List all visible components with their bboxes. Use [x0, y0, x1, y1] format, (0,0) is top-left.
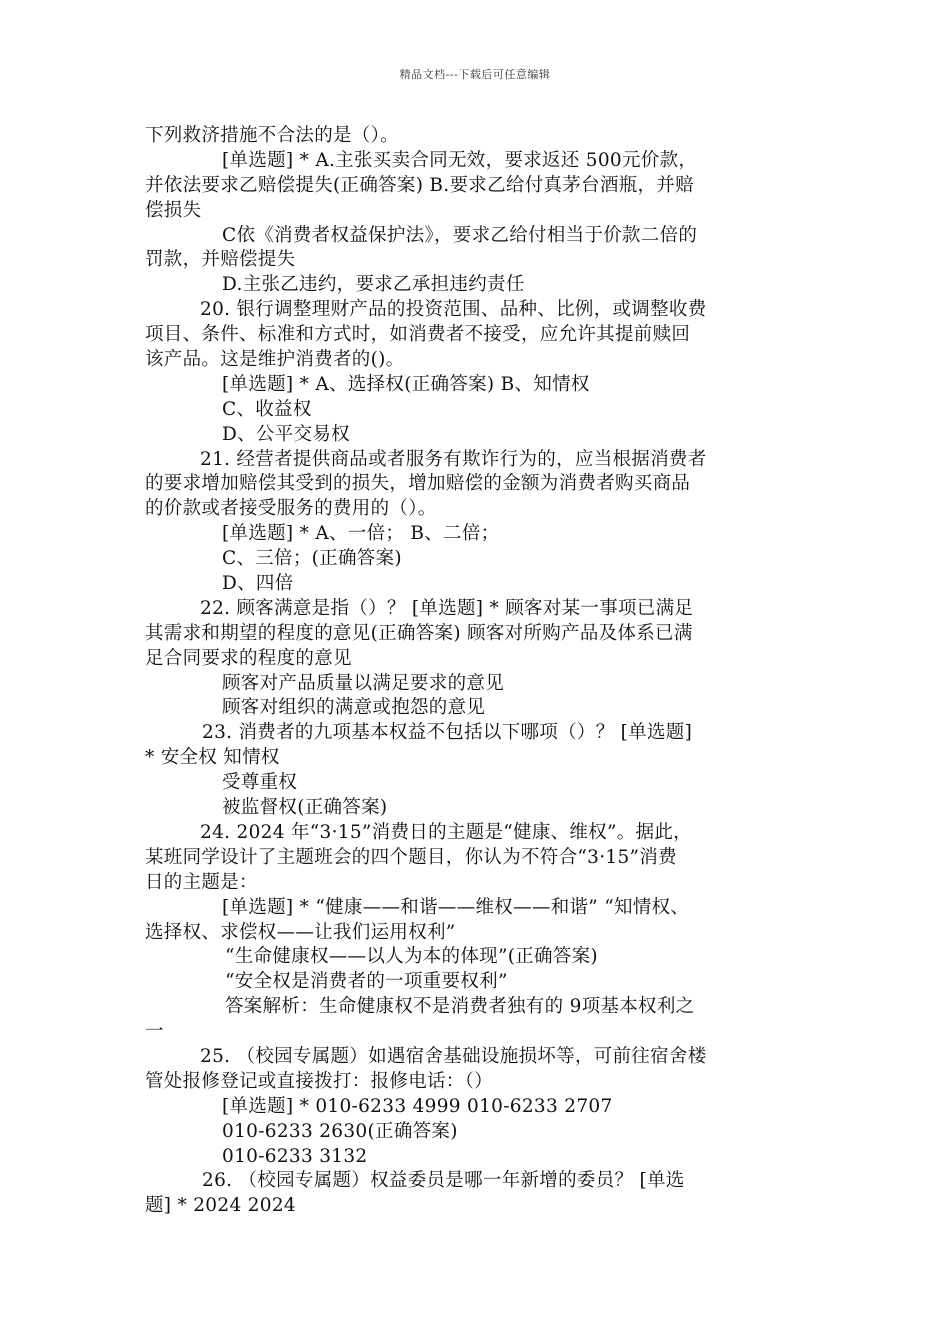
text-line: D、公平交易权	[222, 423, 350, 445]
text-line: C依《消费者权益保护法》，要求乙给付相当于价款二倍的	[222, 224, 698, 246]
text-line: 项目、条件、标准和方式时，如消费者不接受，应允许其提前赎回	[145, 324, 691, 346]
text-line: 罚款，并赔偿提失	[145, 249, 296, 271]
document-body	[145, 124, 813, 1219]
text-line: 顾客对组织的满意或抱怨的意见	[222, 697, 486, 719]
text-line: 某班同学设计了主题班会的四个题目，你认为不符合“3·15”消费	[145, 846, 677, 868]
text-line: “生命健康权——以人为本的体现”(正确答案)	[225, 946, 598, 968]
text-line: 其需求和期望的程度的意见(正确答案) 顾客对所购产品及体系已满	[145, 622, 693, 644]
text-line: 日的主题是：	[145, 871, 258, 893]
text-line: 被监督权(正确答案)	[222, 797, 388, 819]
page-header: 精品文档---下载后可任意编辑	[399, 68, 551, 81]
text-line: 010-6233 2630(正确答案)	[222, 1120, 458, 1142]
text-line: 20. 银行调整理财产品的投资范围、品种、比例，或调整收费	[200, 299, 707, 321]
text-line: [单选题] * “健康——和谐——维权——和谐” “知情权、	[222, 896, 690, 918]
text-line: 顾客对产品质量以满足要求的意见	[222, 672, 505, 694]
text-line: 足合同要求的程度的意见	[145, 647, 352, 669]
text-line: 答案解析：生命健康权不是消费者独有的 9项基本权利之	[225, 996, 695, 1018]
text-line: 010-6233 3132	[222, 1145, 368, 1167]
text-line: 21. 经营者提供商品或者服务有欺诈行为的，应当根据消费者	[200, 448, 707, 470]
text-line: [单选题] * A.主张买卖合同无效，要求返还 500元价款，	[222, 149, 698, 171]
text-line: 选择权、求偿权——让我们运用权利”	[145, 921, 456, 943]
text-line: 22. 顾客满意是指（）？ [单选题] * 顾客对某一事项已满足	[200, 597, 694, 619]
text-line: 受尊重权	[222, 772, 298, 794]
text-line: 的要求增加赔偿其受到的损失，增加赔偿的金额为消费者购买商品	[145, 473, 691, 495]
text-line: 的价款或者接受服务的费用的（）。	[145, 498, 437, 520]
text-line: 题] * 2024 2024	[145, 1195, 296, 1217]
text-line: [单选题] * A、选择权(正确答案) B、知情权	[222, 373, 590, 395]
text-line: 26. （校园专属题）权益委员是哪一年新增的委员？ [单选	[202, 1170, 685, 1192]
text-line: C、三倍；(正确答案)	[222, 548, 402, 570]
text-line: 该产品。这是维护消费者的()。	[145, 349, 405, 371]
text-line: 24. 2024 年“3·15”消费日的主题是“健康、维权”。据此，	[200, 821, 692, 843]
text-line: C、收益权	[222, 398, 312, 420]
text-line: 一	[145, 1021, 164, 1043]
text-line: 并依法要求乙赔偿提失(正确答案) B.要求乙给付真茅台酒瓶，并赔	[145, 174, 694, 196]
text-line: 偿损失	[145, 199, 202, 221]
text-line: 下列救济措施不合法的是（）。	[145, 125, 399, 146]
text-line: D、四倍	[222, 573, 294, 595]
text-line: [单选题] * 010-6233 4999 010-6233 2707	[222, 1095, 613, 1117]
text-line: [单选题] * A、一倍； B、二倍；	[222, 523, 500, 545]
text-line: “安全权是消费者的一项重要权利”	[225, 971, 508, 993]
text-line: D.主张乙违约，要求乙承担违约责任	[222, 274, 525, 296]
text-line: 23. 消费者的九项基本权益不包括以下哪项（）？ [单选题]	[202, 722, 693, 744]
text-line: 管处报修登记或直接拨打：报修电话：（）	[145, 1070, 493, 1092]
text-line: * 安全权 知情权	[145, 747, 280, 769]
text-line: 25. （校园专属题）如遇宿舍基础设施损坏等，可前往宿舍楼	[200, 1045, 707, 1067]
